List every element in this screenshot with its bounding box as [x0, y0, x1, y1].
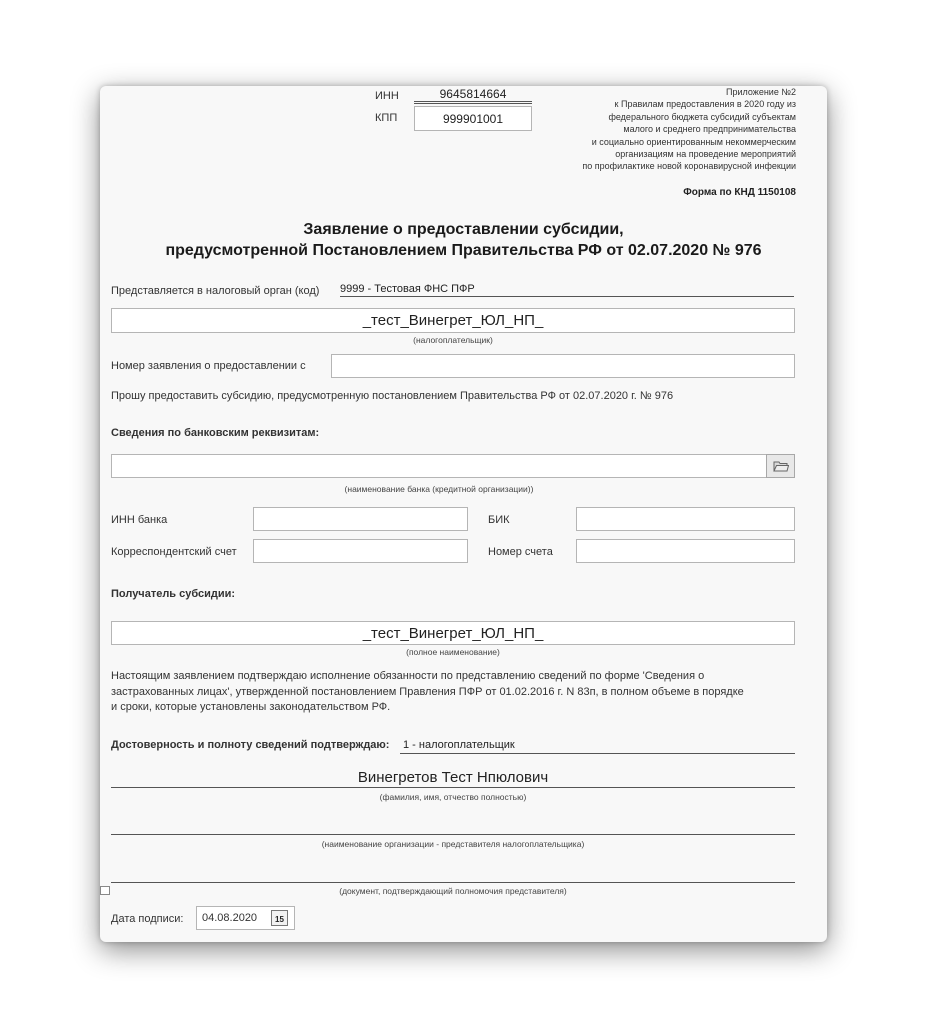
folder-icon [773, 460, 789, 472]
appendix-line: и социально ориентированным некоммерческим [591, 136, 796, 147]
authority-document-input[interactable] [111, 864, 795, 882]
application-number-input[interactable] [331, 354, 795, 378]
signer-type-underline [400, 753, 795, 754]
bik-label: БИК [488, 514, 510, 526]
signer-type-select[interactable]: 1 - налогоплательщик [403, 739, 515, 751]
bank-name-caption: (наименование банка (кредитной организации)) [344, 484, 534, 494]
recipient-section-title: Получатель субсидии: [111, 588, 236, 600]
bik-input[interactable] [576, 507, 795, 531]
bank-inn-label: ИНН банка [111, 514, 168, 526]
form-title [100, 219, 827, 261]
confirmation-line1: Настоящим заявлением подтверждаю исполнение обязанности по представлению сведений по форме 'Сведения о [111, 670, 705, 682]
form-title-line1: Заявление о предоставлении субсидии, [303, 221, 624, 238]
confirmation-line2: застрахованных лицах', утвержденной постановлением Правления ПФР от 01.02.2016 г. N 83п, в полном объеме в порядке [111, 685, 744, 698]
inn-label: ИНН [375, 90, 399, 102]
appendix-line: малого и среднего предпринимательства [623, 124, 796, 135]
application-form-sheet [100, 86, 827, 942]
signature-date-label: Дата подписи: [111, 913, 184, 925]
authority-document-caption: (документ, подтверждающий полномочия представителя) [339, 886, 567, 896]
appendix-line: федерального бюджета субсидий субъектам [608, 111, 796, 122]
corr-account-input[interactable] [253, 539, 468, 563]
representative-checkbox[interactable] [100, 886, 110, 895]
signer-fio-caption: (фамилия, имя, отчество полностью) [379, 792, 527, 802]
inn-value: 9645814664 [439, 87, 507, 101]
account-number-input[interactable] [576, 539, 795, 563]
appendix-line: организациям на проведение мероприятий [615, 149, 796, 160]
tax-authority-select[interactable]: 9999 - Тестовая ФНС ПФР [340, 283, 475, 295]
signer-fio-input[interactable]: Винегретов Тест Нпюлович [357, 768, 549, 786]
appendix-block [516, 86, 796, 173]
recipient-caption: (полное наименование) [406, 647, 500, 657]
taxpayer-caption: (налогоплательщик) [413, 335, 493, 345]
confirmation-line3: и сроки, которые установлены законодательством РФ. [111, 701, 391, 713]
confirmation-text [111, 669, 801, 716]
form-code: Форма по КНД 1150108 [683, 187, 796, 198]
calendar-icon[interactable] [271, 910, 288, 926]
corr-account-label: Корреспондентский счет [111, 546, 237, 558]
application-number-label: Номер заявления о предоставлении с [111, 360, 306, 372]
representative-org-input[interactable] [111, 816, 795, 834]
signature-date-value: 04.08.2020 [202, 912, 258, 924]
signer-fio-underline [111, 787, 795, 788]
appendix-line: Приложение №2 [726, 87, 796, 97]
bank-inn-input[interactable] [253, 507, 468, 531]
calendar-day: 15 [275, 915, 284, 924]
tax-authority-label: Представляется в налоговый орган (код) [111, 285, 320, 297]
bank-section-title: Сведения по банковским реквизитам: [111, 427, 320, 439]
taxpayer-field[interactable]: _тест_Винегрет_ЮЛ_НП_ [111, 308, 795, 333]
account-number-label: Номер счета [488, 546, 553, 558]
form-title-line2: предусмотренной Постановлением Правительства РФ от 02.07.2020 № 976 [165, 242, 762, 259]
recipient-field[interactable]: _тест_Винегрет_ЮЛ_НП_ [111, 621, 795, 645]
representative-org-underline [111, 834, 795, 835]
inn-underline [414, 101, 532, 102]
inn-underline-2 [414, 103, 532, 104]
request-text: Прошу предоставить субсидию, предусмотренную постановлением Правительства РФ от 02.07.2020 г. № 976 [111, 390, 674, 402]
representative-org-caption: (наименование организации - представителя налогоплательщика) [321, 839, 585, 849]
bank-lookup-button[interactable] [766, 454, 795, 478]
bank-name-input[interactable] [111, 454, 767, 478]
appendix-line: по профилактике новой коронавирусной инфекции [582, 161, 796, 172]
tax-authority-underline [340, 296, 794, 297]
signature-date-picker[interactable] [196, 906, 295, 930]
authority-document-underline [111, 882, 795, 883]
kpp-field[interactable]: 999901001 [414, 106, 532, 131]
kpp-label: КПП [375, 112, 398, 124]
appendix-line: к Правилам предоставления в 2020 году из [614, 99, 796, 110]
signer-label: Достоверность и полноту сведений подтверждаю: [111, 739, 390, 751]
